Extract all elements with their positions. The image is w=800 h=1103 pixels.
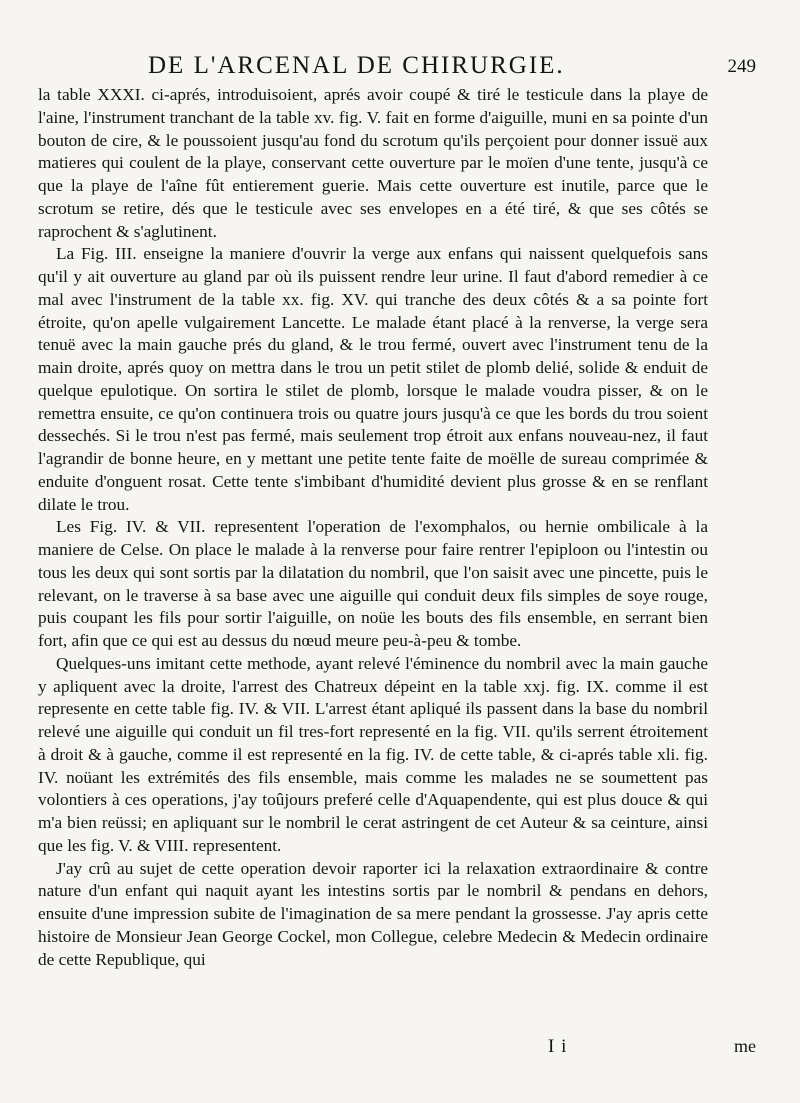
paragraph: Quelques-uns imitant cette methode, ayant relevé l'éminence du nombril avec la main gauche y apliquent avec la droite, l'arrest des Chatreux dépeint en la table xxj. fig. IX. comme il est represente en cette table fig. IV. & VII. L'arrest étant apliqué ils passent dans la base du nombril relevé une aiguille qui conduit un fil tres-fort representé en la fig. VII. qu'ils serrent étroitement à droit & à gauche, comme il est representé en la fig. IV. de cette table, & ci-aprés table xli. fig. IV. noüant les extrémités des fils ensemble, mais comme les malades ne se soumettent pas volontiers à ces operations, j'ay toûjours preferé celle d'Aquapendente, qui est plus douce & qui m'a bien reüssi; en apliquant sur le nombril le cerat astringent de cet Auteur & sa ceinture, ainsi que les fig. V. & VIII. representent. [38,653,708,855]
catchword: me [734,1036,756,1056]
page-number: 249 [727,56,756,77]
page-footer [38,1036,756,1062]
paragraph: la table XXXI. ci-aprés, introduisoient, aprés avoir coupé & tiré le testicule dans la playe de l'aine, l'instrument tranchant de la table xv. fig. V. fait en forme d'aiguille, muni en sa pointe d'un bouton de cire, & le poussoient jusqu'au fond du scrotum qu'ils perçoient pour donner issuë aux matieres qui coulent de la playe, conservant cette ouverture par le moïen d'une tente, jusqu'à ce que la playe de l'aîne fût entierement guerie. Mais cette ouverture est inutile, parce que le scrotum se retire, dés que le testicule avec ses envelopes en a été tiré, & que ses côtés se raprochent & s'aglutinent. [38,85,708,241]
paragraph: Les Fig. IV. & VII. representent l'operation de l'exomphalos, ou hernie ombilicale à la maniere de Celse. On place le malade à la renverse pour faire rentrer l'epiploon ou l'intestin ou tous les deux qui sont sortis par la dilatation du nombril, que l'on saisit avec une pincette, puis le relevant, on le traverse à sa base avec une aiguille qui conduit deux fils simples de soye rouge, puis coupant les fils pour sortir l'aiguille, on noüe les bouts des fils ensemble, en serrant bien fort, afin que ce qui est au dessus du nœud meure peu-à-peu & tombe. [38,517,708,650]
signature-mark: I i [548,1036,568,1057]
body-text [38,84,708,971]
page-header [38,44,756,84]
paragraph: J'ay crû au sujet de cette operation devoir raporter ici la relaxation extraordinaire & contre nature d'un enfant qui naquit ayant les intestins sortis par le nombril & pendans en dehors, ensuite d'une impression subite de l'imagination de sa mere pendant la grossesse. J'ay apris cette histoire de Monsieur Jean George Cockel, mon Collegue, celebre Medecin & Medecin ordinaire de cette Republique, qui [38,858,708,969]
paragraph: La Fig. III. enseigne la maniere d'ouvrir la verge aux enfans qui naissent quelquefois sans qu'il y ait ouverture au gland par où ils puissent rendre leur urine. Il faut d'abord remedier à ce mal avec l'instrument de la table xx. fig. XV. qui tranche des deux côtés & a sa pointe fort étroite, qu'on apelle vulgairement Lancette. Le malade étant placé à la renverse, la verge sera tenuë avec la main gauche prés du gland, & le trou fermé, ouvert avec l'instrument tenu de la main droite, aprés quoy on mettra dans le trou un petit stilet de plomb delié, solide & enduit de quelque epulotique. On sortira le stilet de plomb, lorsque le malade voudra pisser, & on le remettra ensuite, ce qu'on continuera trois ou quatre jours jusqu'à ce que les bords du trou soient dessechés. Si le trou n'est pas fermé, mais seulement trop étroit aux enfans nouveau-nez, il faut l'agrandir de bonne heure, en y mettant une petite tente faite de moëlle de sureau comprimée & enduite d'onguent rosat. Cette tente s'imbibant d'humidité devient plus grosse & en se renflant dilate le trou. [38,244,708,514]
running-head: DE L'ARCENAL DE CHIRURGIE. [148,52,565,79]
